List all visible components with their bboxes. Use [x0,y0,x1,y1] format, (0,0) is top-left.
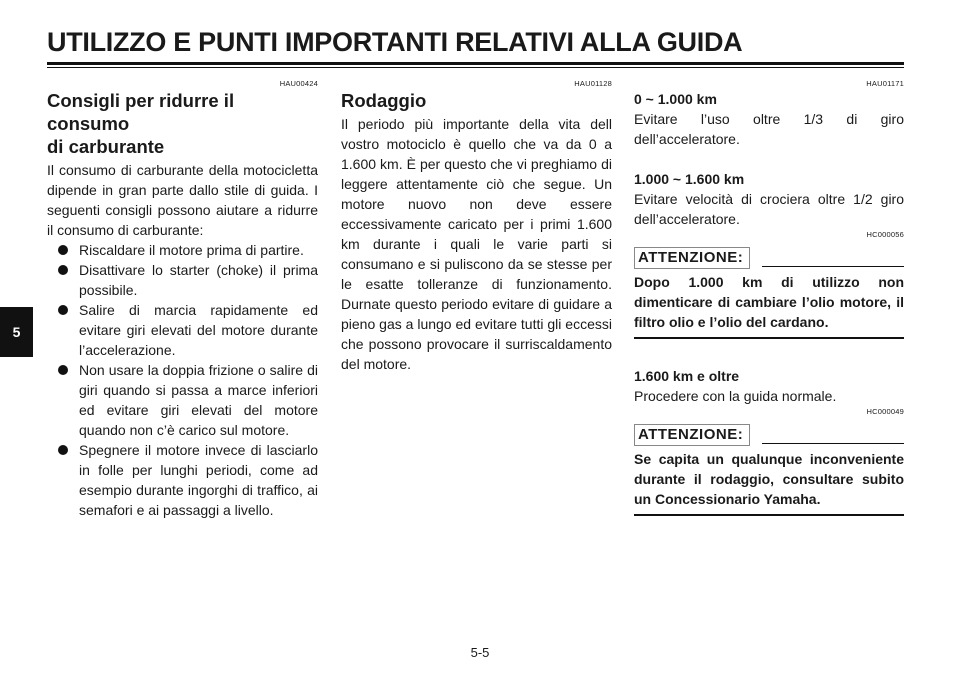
break-in-paragraph: Il periodo più importante della vita dell vostro motociclo è quello che va da 0 a 1.600 km. È per questo che vi preghiamo di leggere attentamente ciò che segue. Un motore nuovo non deve essere eccessivamente caricato per i primi 1.600 km durante i quali le varie parti si consumano e si puliscono da se stesse per le esatte tolleranze di funzionamento. Durnate questo periodo evitare di guidare a pieno gas a lungo ed evitare tutti gli eccessi che possono provocare il surriscaldamento del motore. [341,116,612,372]
column-fuel-tips [47,78,318,520]
caution-text: Dopo 1.000 km di utilizzo non dimenticare di cambiare l’olio motore, il filtro olio e l’olio del cardano. [634,272,904,339]
stage-title: 0 ~ 1.000 km [634,91,717,107]
list-item: Non usare la doppia frizione o salire di giri quando si passa a marce inferiori ed evitare giri elevati del motore quando non c’è carico sul motore. [47,360,318,440]
header-rule [47,62,904,65]
bullet-icon [58,265,68,275]
bullet-icon [58,245,68,255]
reference-code: HAU01128 [574,79,612,88]
column-break-in [341,78,612,374]
reference-code: HC000049 [866,407,904,416]
caution-header [634,419,904,449]
bullet-icon [58,365,68,375]
section-tab: 5 [0,307,33,357]
list-item: Spegnere il motore invece di lasciarlo in folle per lunghi periodi, come ad esempio durante ingorghi di traffico, ai semafori e ai passaggi a livello. [47,440,318,520]
list-item: Riscaldare il motore prima di partire. [47,240,318,260]
column-break-in-stages [634,78,904,516]
caution-label: ATTENZIONE: [634,424,750,446]
tips-list [47,240,318,520]
reference-code: HC000056 [866,230,904,239]
list-item: Disattivare lo starter (choke) il prima possibile. [47,260,318,300]
reference-code: HAU00424 [279,79,318,88]
header-rule-thin [47,67,904,68]
stage-title: 1.000 ~ 1.600 km [634,171,745,187]
section-heading: Consigli per ridurre il consumo di carburante [47,90,235,157]
list-item: Salire di marcia rapidamente ed evitare giri elevati del motore durante l’accelerazione. [47,300,318,360]
page-title: UTILIZZO E PUNTI IMPORTANTI RELATIVI ALLA GUIDA [47,27,743,57]
caution-rule [762,266,904,267]
stage-text: Procedere con la guida normale. [634,388,837,404]
stage-text: Evitare l’uso oltre 1/3 di giro dell’acceleratore. [634,111,904,147]
page-number: 5-5 [470,645,490,660]
intro-paragraph: Il consumo di carburante della motocicletta dipende in gran parte dallo stile di guida. I seguenti consigli possono aiutare a ridurre il consumo di carburante: [47,162,318,238]
caution-header [634,242,904,272]
caution-rule [762,443,904,444]
bullet-icon [58,445,68,455]
stage-text: Evitare velocità di crociera oltre 1/2 giro dell’acceleratore. [634,191,904,227]
reference-code: HAU01171 [866,79,904,88]
section-heading: Rodaggio [341,90,427,111]
stage-title: 1.600 km e oltre [634,368,740,384]
caution-label: ATTENZIONE: [634,247,750,269]
bullet-icon [58,305,68,315]
caution-text: Se capita un qualunque inconveniente durante il rodaggio, consultare subito un Concessionario Yamaha. [634,449,904,516]
